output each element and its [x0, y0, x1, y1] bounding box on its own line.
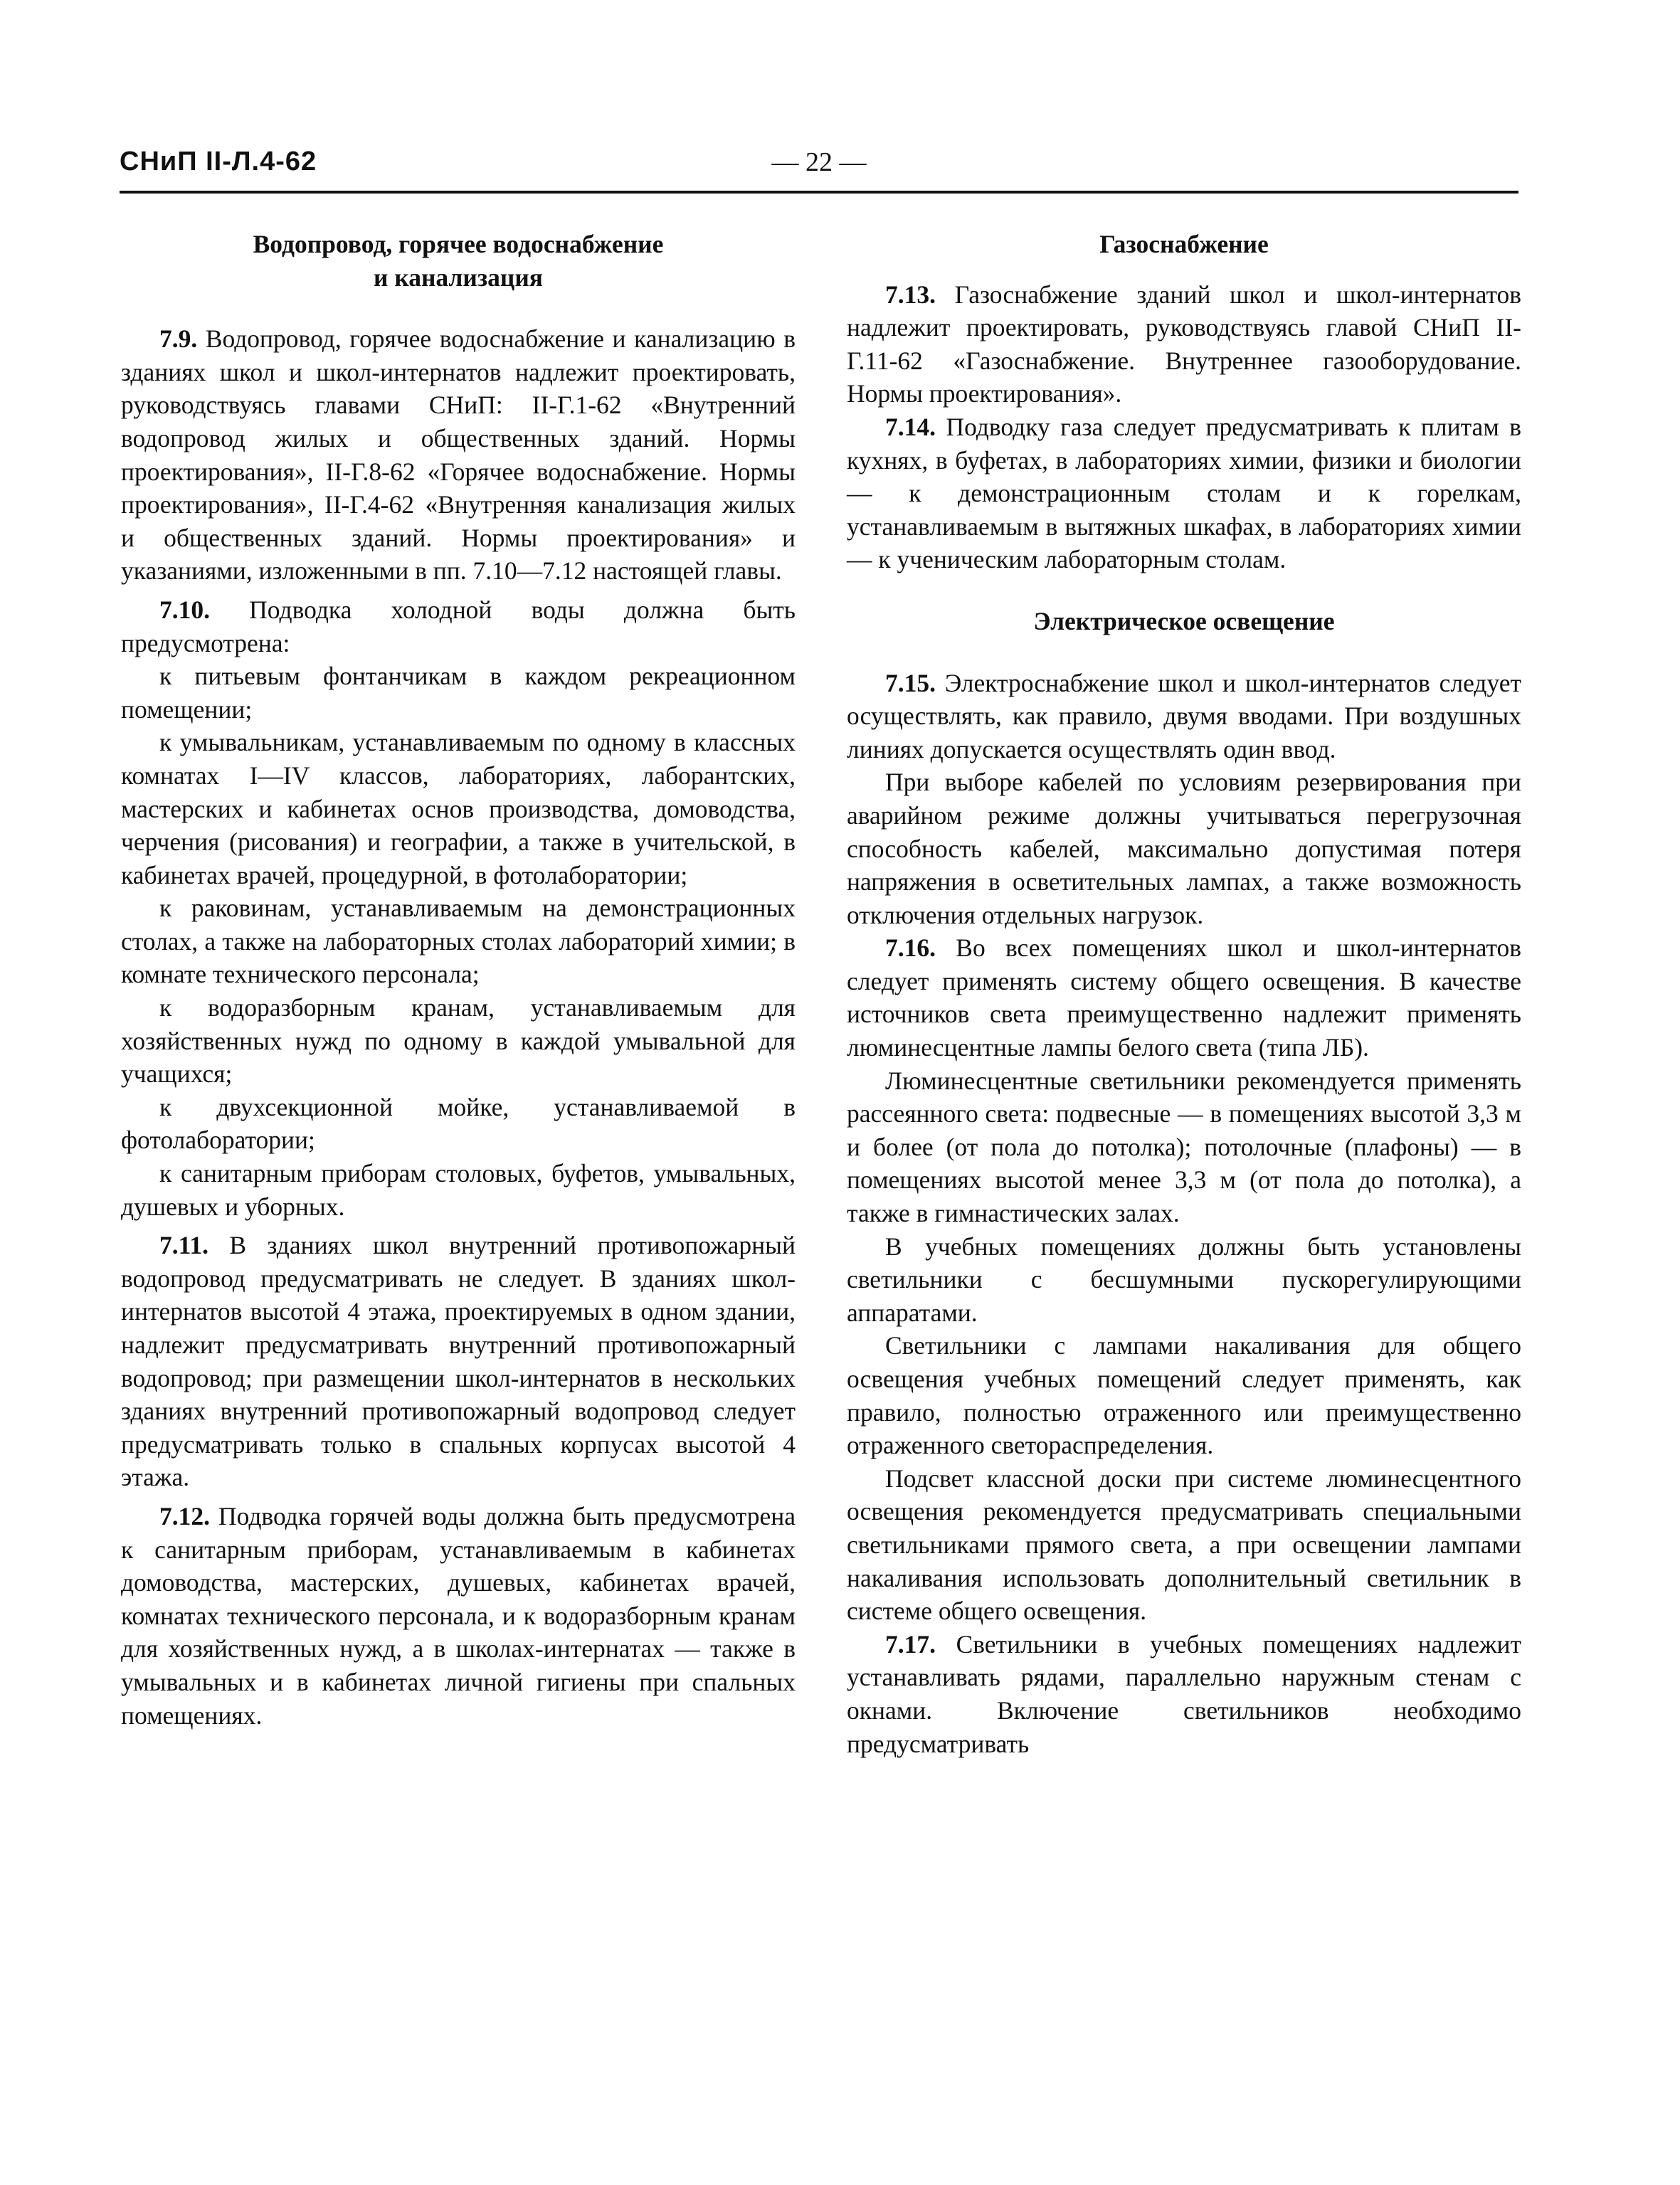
paragraph-7-11	[121, 1229, 796, 1494]
paragraph-text: Подводка горячей воды должна быть предусмотрена к санитарным приборам, устанавливаемым в кабинетах домоводства, мастерских, душевых, кабинетах врачей, комнатах технического персонала, и к водоразборным кранам для хозяйственных нужд, а в школах-интернатах — также в умывальных и в кабинетах личной гигиены при спальных помещениях.	[121, 1501, 796, 1730]
section-heading-water-line1: Водопровод, горячее водоснабжение	[253, 230, 664, 258]
paragraph-7-10	[121, 593, 796, 660]
paragraph-text: Электроснабжение школ и школ-интернатов следует осуществлять, как правило, двумя вводами. При воздушных линиях допускается осуществлять один ввод.	[847, 668, 1522, 763]
page-header	[120, 147, 1518, 189]
section-heading-electric: Электрическое освещение	[1033, 606, 1335, 635]
section-heading-gas: Газоснабжение	[1099, 230, 1269, 258]
clause-number: 7.16.	[885, 933, 936, 963]
clause-number: 7.9.	[159, 324, 198, 354]
clause-number: 7.12.	[159, 1501, 210, 1530]
header-rule	[120, 191, 1518, 194]
paragraph-7-16-fluorescent: Люминесцентные светильники рекомендуется применять рассеянного света: подвесные — в помещениях высотой 3,3 м и более (от пола до потолка); потолочные (плафоны) — в помещениях высотой менее 3,3 м (от пола до потолка), а также в гимнастических залах.	[847, 1066, 1521, 1228]
paragraph-text: В зданиях школ внутренний противопожарный водопровод предусматривать не следует. В зданиях школ-интернатов высотой 4 этажа, проектируемых в одном здании, надлежит предусматривать внутренний противопожарный водопровод; при размещении школ-интернатов в нескольких зданиях внутренний противопожарный водопровод следует предусматривать только в спальных корпусах высотой 4 этажа.	[121, 1231, 796, 1492]
section-heading-water	[121, 228, 796, 294]
paragraph-7-17	[847, 1628, 1521, 1760]
clause-number: 7.14.	[885, 412, 936, 441]
paragraph-text: Светильники в учебных помещениях надлежит устанавливать рядами, параллельно наружным стенам с окнами. Включение светильников необходимо предусматривать	[847, 1629, 1521, 1758]
clause-number: 7.11.	[159, 1231, 209, 1260]
page-number: — 22 —	[771, 147, 867, 177]
list-item: к раковинам, устанавливаемым на демонстрационных столах, а также на лабораторных столах лабораторий химии; в комнате технического персонала;	[121, 894, 796, 989]
paragraph-text: Водопровод, горячее водоснабжение и канализацию в зданиях школ и школ-интернатов надлежит проектировать, руководствуясь главами СНиП: II-Г.1-62 «Внутренний водопровод жилых и общественных зданий. Нормы проектирования», II-Г.8-62 «Горячее водоснабжение. Нормы проектирования», II-Г.4-62 «Внутренняя канализация жилых и общественных зданий. Нормы проектирования» и указаниями, изложенными в пп. 7.10—7.12 настоящей главы.	[121, 324, 796, 586]
list-item: к водоразборным кранам, устанавливаемым для хозяйственных нужд по одному в каждой умывальной для учащихся;	[121, 993, 796, 1089]
list-item: к двухсекционной мойке, устанавливаемой в фотолаборатории;	[121, 1092, 796, 1155]
document-code: СНиП II-Л.4-62	[120, 147, 317, 176]
paragraph-7-9	[121, 322, 796, 588]
list-item: к питьевым фонтанчикам в каждом рекреационном помещении;	[121, 662, 796, 724]
paragraph-7-13	[847, 278, 1521, 411]
paragraph-7-14	[847, 411, 1521, 576]
paragraph-7-16-ballast: В учебных помещениях должны быть установлены светильники с бесшумными пускорегулирующими аппаратами.	[847, 1232, 1521, 1327]
right-column	[847, 228, 1521, 1760]
paragraph-7-15	[847, 667, 1521, 766]
paragraph-text: Газоснабжение зданий школ и школ-интернатов надлежит проектировать, руководствуясь главой СНиП II-Г.11-62 «Газоснабжение. Внутреннее газооборудование. Нормы проектирования».	[847, 280, 1522, 408]
list-item: к умывальникам, устанавливаемым по одному в классных комнатах I—IV классов, лабораториях, лаборантских, мастерских и кабинетах основ производства, домоводства, черчения (рисования) и географии, а также в учительской, в кабинетах врачей, процедурной, в фотолаборатории;	[121, 728, 796, 889]
paragraph-7-16-incandescent: Светильники с лампами накаливания для общего освещения учебных помещений следует применять, как правило, полностью отраженного или преимущественно отраженного светораспределения.	[847, 1331, 1521, 1460]
clause-number: 7.13.	[885, 280, 936, 309]
clause-number: 7.17.	[885, 1629, 936, 1658]
list-item: к санитарным приборам столовых, буфетов, умывальных, душевых и уборных.	[121, 1159, 796, 1221]
paragraph-7-16-blackboard: Подсвет классной доски при системе люминесцентного освещения рекомендуется предусматривать специальными светильниками прямого света, а при освещении лампами накаливания использовать дополнительный светильник в системе общего освещения.	[847, 1464, 1521, 1626]
left-column	[121, 228, 796, 1732]
paragraph-7-12	[121, 1500, 796, 1732]
paragraph-text: Подводка холодной воды должна быть предусмотрена:	[121, 595, 796, 657]
paragraph-text: Во всех помещениях школ и школ-интернатов следует применять систему общего освещения. В качестве источников света преимущественно надлежит применять люминесцентные лампы белого света (типа ЛБ).	[847, 933, 1521, 1062]
section-heading-water-line2: и канализация	[373, 263, 543, 292]
paragraph-text: Подводку газа следует предусматривать к плитам в кухнях, в буфетах, в лабораториях химии, физики и биологии — к демонстрационным столам и к горелкам, устанавливаемым в вытяжных шкафах, в лабораториях химии — к ученическим лабораторным столам.	[847, 412, 1522, 574]
paragraph-7-15-cables: При выборе кабелей по условиям резервирования при аварийном режиме должны учитываться перегрузочная способность кабелей, максимально допустимая потеря напряжения в осветительных лампах, а также возможность отключения отдельных нагрузок.	[847, 768, 1521, 929]
paragraph-7-16	[847, 931, 1521, 1064]
clause-number: 7.10.	[159, 595, 210, 624]
clause-number: 7.15.	[885, 668, 936, 697]
